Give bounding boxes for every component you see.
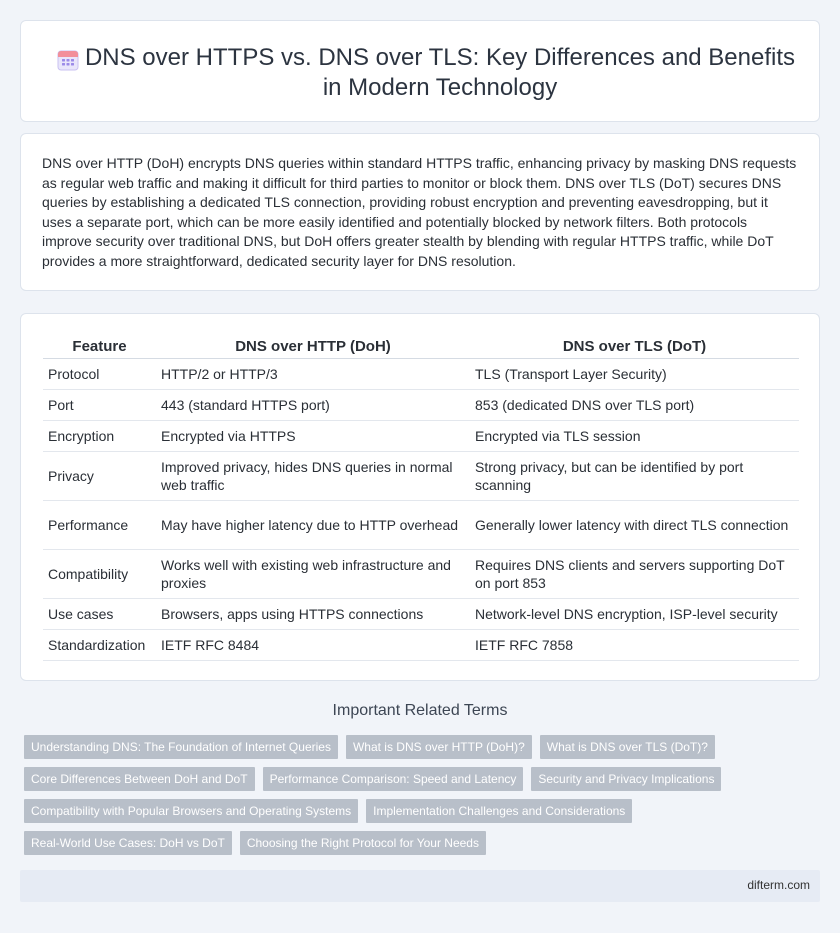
- dot-cell: IETF RFC 7858: [470, 629, 799, 660]
- table-row: [43, 451, 799, 500]
- comparison-table-card: [20, 313, 820, 681]
- feature-cell: Encryption: [43, 420, 156, 451]
- page-title: DNS over HTTPS vs. DNS over TLS: Key Differences and Benefits in Modern Technology: [84, 44, 796, 101]
- doh-cell: HTTP/2 or HTTP/3: [156, 358, 470, 389]
- dot-cell: TLS (Transport Layer Security): [470, 358, 799, 389]
- table-row: [43, 389, 799, 420]
- header-dot: DNS over TLS (DoT): [470, 334, 799, 358]
- table-row: [43, 420, 799, 451]
- doh-cell: Encrypted via HTTPS: [156, 420, 470, 451]
- table-row: [43, 629, 799, 660]
- feature-cell: Protocol: [43, 358, 156, 389]
- feature-cell: Port: [43, 389, 156, 420]
- related-terms-list: [24, 735, 804, 863]
- feature-cell: Use cases: [43, 598, 156, 629]
- header-feature: Feature: [43, 334, 156, 358]
- calendar-icon: [56, 48, 80, 72]
- related-term-link[interactable]: Real-World Use Cases: DoH vs DoT: [24, 831, 232, 855]
- related-term-link[interactable]: Choosing the Right Protocol for Your Needs: [240, 831, 486, 855]
- feature-cell: Performance: [43, 500, 156, 549]
- dot-cell: Generally lower latency with direct TLS connection: [470, 500, 799, 549]
- related-term-link[interactable]: What is DNS over TLS (DoT)?: [540, 735, 715, 759]
- table-row: [43, 358, 799, 389]
- doh-cell: May have higher latency due to HTTP overhead: [156, 500, 470, 549]
- doh-cell: 443 (standard HTTPS port): [156, 389, 470, 420]
- related-term-link[interactable]: What is DNS over HTTP (DoH)?: [346, 735, 532, 759]
- table-header-row: [43, 334, 799, 358]
- comparison-table: [43, 334, 799, 661]
- related-term-link[interactable]: Core Differences Between DoH and DoT: [24, 767, 255, 791]
- intro-paragraph: DNS over HTTP (DoH) encrypts DNS queries within standard HTTPS traffic, enhancing privacy by masking DNS requests as regular web traffic and making it difficult for third parties to monitor or block them. DNS over TLS (DoT) secures DNS queries by establishing a dedicated TLS connection, providing robust encryption and preventing eavesdropping, but it uses a separate port, which can be more easily identified and potentially blocked by network filters. Both protocols improve security over traditional DNS, but DoH offers greater stealth by blending with regular HTTPS traffic, while DoT provides a more straightforward, dedicated security layer for DNS resolution.: [42, 155, 797, 269]
- doh-cell: IETF RFC 8484: [156, 629, 470, 660]
- site-link[interactable]: difterm.com: [747, 878, 810, 892]
- table-row: [43, 549, 799, 598]
- feature-cell: Standardization: [43, 629, 156, 660]
- footer: [20, 870, 820, 902]
- intro-card: [20, 133, 820, 291]
- feature-cell: Compatibility: [43, 549, 156, 598]
- table-row: [43, 500, 799, 549]
- dot-cell: Network-level DNS encryption, ISP-level security: [470, 598, 799, 629]
- dot-cell: Strong privacy, but can be identified by port scanning: [470, 451, 799, 500]
- dot-cell: Requires DNS clients and servers supporting DoT on port 853: [470, 549, 799, 598]
- related-term-link[interactable]: Understanding DNS: The Foundation of Internet Queries: [24, 735, 338, 759]
- related-term-link[interactable]: Implementation Challenges and Considerations: [366, 799, 632, 823]
- related-term-link[interactable]: Compatibility with Popular Browsers and Operating Systems: [24, 799, 358, 823]
- doh-cell: Works well with existing web infrastructure and proxies: [156, 549, 470, 598]
- dot-cell: 853 (dedicated DNS over TLS port): [470, 389, 799, 420]
- doh-cell: Improved privacy, hides DNS queries in normal web traffic: [156, 451, 470, 500]
- header-doh: DNS over HTTP (DoH): [156, 334, 470, 358]
- related-term-link[interactable]: Security and Privacy Implications: [531, 767, 721, 791]
- doh-cell: Browsers, apps using HTTPS connections: [156, 598, 470, 629]
- feature-cell: Privacy: [43, 451, 156, 500]
- dot-cell: Encrypted via TLS session: [470, 420, 799, 451]
- header-card: [20, 20, 820, 122]
- table-row: [43, 598, 799, 629]
- related-terms-title: Important Related Terms: [332, 702, 508, 719]
- related-term-link[interactable]: Performance Comparison: Speed and Latency: [263, 767, 524, 791]
